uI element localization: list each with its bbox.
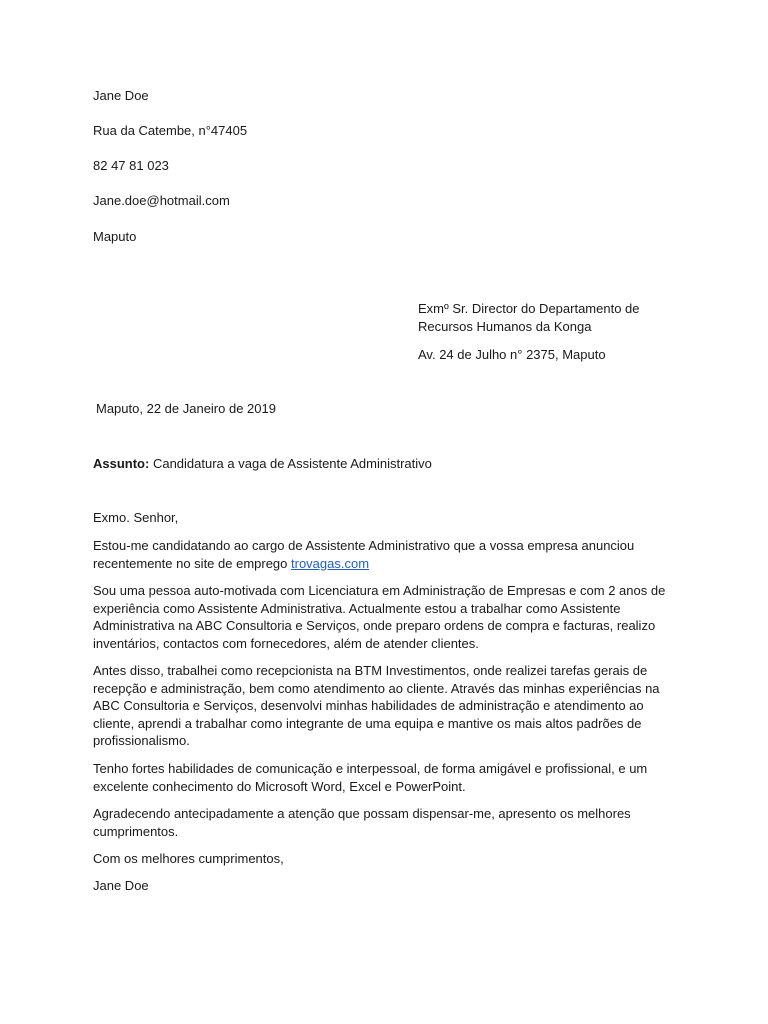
paragraph-5 [93,805,673,840]
paragraph-line: ABC Consultoria e Serviços, desenvolvi minhas habilidades de administração e atendimento ao [93,698,644,713]
trovagas-link[interactable]: trovagas.com [291,555,370,571]
sender-phone: 82 47 81 023 [93,158,169,173]
paragraph-line: experiência como Assistente Administrativa. Actualmente estou a trabalhar como Assistente [93,600,621,616]
recipient-line-2: Recursos Humanos da Konga [418,319,592,334]
letter-date: Maputo, 22 de Janeiro de 2019 [96,401,276,416]
paragraph-line: cumprimentos. [93,823,179,839]
paragraph-line: cliente, aprendi a trabalhar como integrante de uma equipa e mantive os mais altos padrões de [93,715,642,731]
recipient-address: Av. 24 de Julho n° 2375, Maputo [418,347,606,362]
sender-street: Rua da Catembe, n°47405 [93,123,248,138]
subject-label: Assunto: [93,456,150,471]
paragraph-2 [93,582,673,652]
sender-city: Maputo [93,229,137,244]
sender-name: Jane Doe [93,88,149,103]
paragraph-line: Antes disso, trabalhei como recepcionista na BTM Investimentos, onde realizei tarefas gerais de [93,663,648,678]
paragraph-line: recepção e administração, bem como atendimento ao cliente. Através das minhas experiências na [93,680,660,696]
subject-text: Candidatura a vaga de Assistente Administrativo [149,456,432,471]
greeting: Exmo. Senhor, [93,510,179,525]
paragraph-text: recentemente no site de emprego [93,555,292,571]
closing: Com os melhores cumprimentos, [93,851,284,866]
paragraph-line: Agradecendo antecipadamente a atenção que possam dispensar-me, apresento os melhores [93,806,631,821]
paragraph-line: Estou-me candidatando ao cargo de Assistente Administrativo que a vossa empresa anunciou [93,538,635,553]
paragraph-3 [93,662,673,750]
paragraph-line: excelente conhecimento do Microsoft Word, Excel e PowerPoint. [93,778,466,794]
paragraph-4 [93,760,673,795]
paragraph-line: Administrativa na ABC Consultoria e Serviços, onde preparo ordens de compra e facturas, realizo [93,618,656,633]
paragraph-line: Sou uma pessoa auto-motivada com Licenciatura em Administração de Empresas e com 2 anos de [93,583,666,598]
sender-email: Jane.doe@hotmail.com [93,193,230,208]
paragraph-1 [93,537,673,572]
paragraph-line: Tenho fortes habilidades de comunicação e interpessoal, de forma amigável e profissional, e um [93,761,648,776]
recipient-line-1: Exmº Sr. Director do Departamento de [418,301,640,316]
paragraph-line: profissionalismo. [93,733,190,748]
subject-line [93,456,432,471]
paragraph-line: inventários, contactos com fornecedores, além de atender clientes. [93,635,479,651]
signature: Jane Doe [93,878,149,893]
paragraph-line [93,555,673,573]
